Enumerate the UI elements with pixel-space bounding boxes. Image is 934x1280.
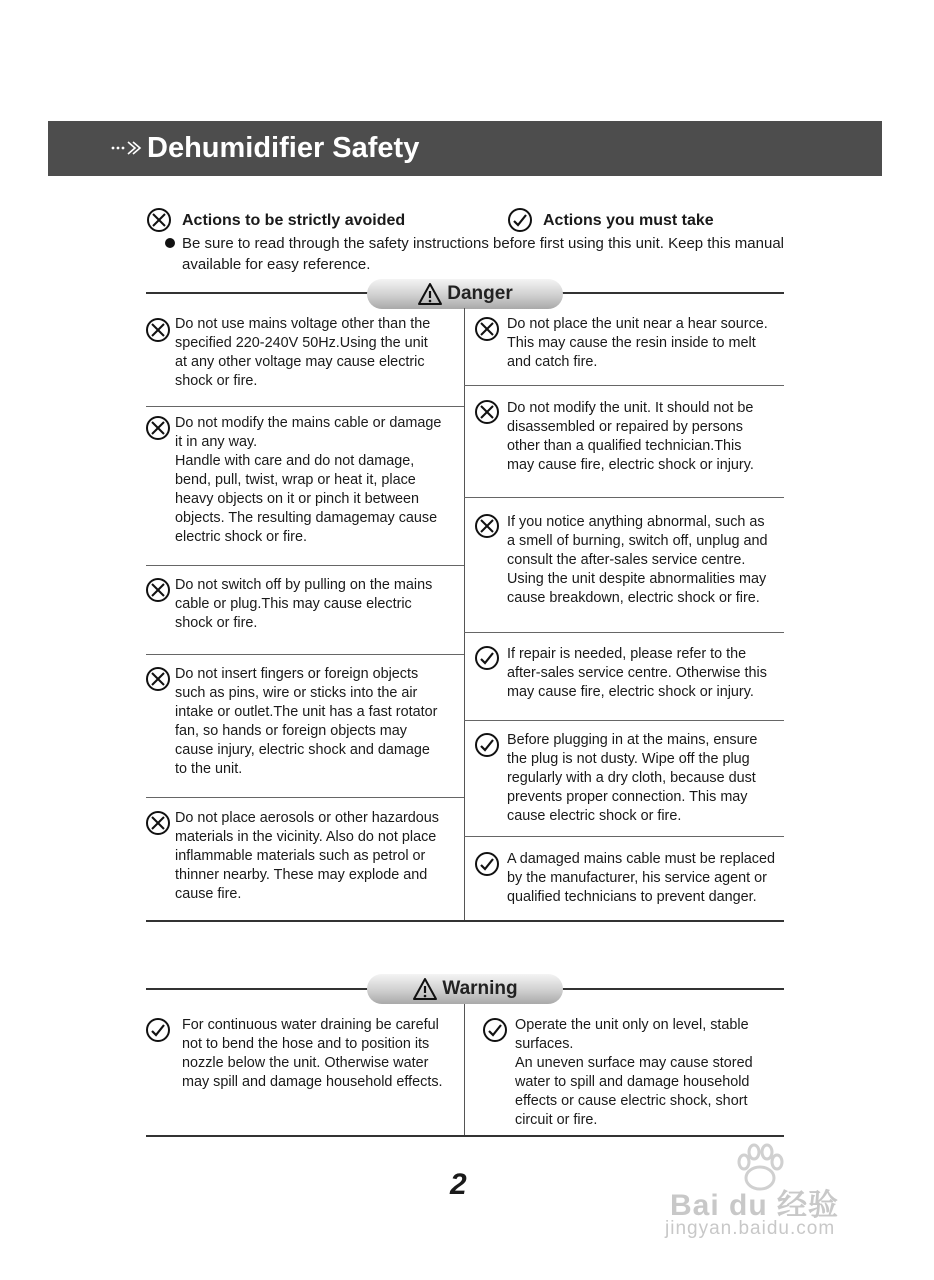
required-check-icon xyxy=(474,851,500,877)
divider xyxy=(146,565,464,566)
prohibited-icon xyxy=(474,399,500,425)
legend-must-label: Actions you must take xyxy=(543,212,714,229)
prohibited-icon xyxy=(146,207,172,233)
divider xyxy=(146,654,464,655)
page-title: Dehumidifier Safety xyxy=(147,132,420,164)
prohibited-icon xyxy=(474,513,500,539)
prohibited-icon xyxy=(145,415,171,441)
danger-bottom-rule xyxy=(146,920,784,922)
warning-triangle-icon xyxy=(417,282,443,306)
danger-badge xyxy=(367,279,563,309)
required-check-icon xyxy=(474,645,500,671)
prohibited-icon xyxy=(474,316,500,342)
danger-right-item-4: If repair is needed, please refer to the after-sales service centre. Otherwise this may cause fire, electric shock or injury. xyxy=(507,646,767,700)
warning-left-item: For continuous water draining be careful not to bend the hose and to position its nozzle below the unit. Otherwise water may spill and damage household effects. xyxy=(182,1017,443,1090)
divider xyxy=(464,497,784,498)
divider xyxy=(464,836,784,837)
warning-right-item: Operate the unit only on level, stable surfaces. An uneven surface may cause stored water to spill and damage household effects or cause electric shock, short circuit or fire. xyxy=(515,1017,753,1128)
warning-label: Warning xyxy=(442,978,518,999)
danger-right-item-5: Before plugging in at the mains, ensure the plug is not dusty. Wipe off the plug regularly with a dry cloth, because dust prevents proper connection. This may cause electric shock or fire. xyxy=(507,732,758,824)
warning-triangle-icon xyxy=(412,977,438,1001)
legend-avoid-label: Actions to be strictly avoided xyxy=(182,212,406,229)
page-number: 2 xyxy=(450,1168,467,1201)
danger-right-item-2: Do not modify the unit. It should not be disassembled or repaired by persons other than a qualified technician.This may cause fire, electric shock or injury. xyxy=(507,400,754,473)
danger-right-item-6: A damaged mains cable must be replaced by the manufacturer, his service agent or qualified technicians to prevent danger. xyxy=(507,851,775,905)
prohibited-icon xyxy=(145,317,171,343)
divider xyxy=(146,406,464,407)
danger-right-item-3: If you notice anything abnormal, such as a smell of burning, switch off, unplug and consult the after-sales service centre. Using the unit despite abnormalities may cause breakdown, electric shock or fire. xyxy=(507,514,768,606)
danger-left-item-3: Do not switch off by pulling on the mains cable or plug.This may cause electric shock or fire. xyxy=(175,577,433,631)
watermark-url: jingyan.baidu.com xyxy=(665,1218,836,1239)
divider xyxy=(146,797,464,798)
warning-badge xyxy=(367,974,563,1004)
prohibited-icon xyxy=(145,810,171,836)
required-check-icon xyxy=(474,732,500,758)
danger-left-item-2: Do not modify the mains cable or damage it in any way. Handle with care and do not damage, bend, pull, twist, wrap or heat it, place heavy objects on it or pinch it between objects. The resulting damagemay cause electric shock or fire. xyxy=(175,415,442,545)
danger-left-item-1: Do not use mains voltage other than the specified 220-240V 50Hz.Using the unit at any other voltage may cause electric shock or fire. xyxy=(175,316,431,389)
divider xyxy=(464,385,784,386)
arrow-icon xyxy=(110,137,144,159)
divider xyxy=(464,632,784,633)
danger-left-item-4: Do not insert fingers or foreign objects such as pins, wire or sticks into the air intake or outlet.The unit has a fast rotator fan, so hands or foreign objects may cause injury, electric shock and damage to the unit. xyxy=(175,666,438,777)
danger-left-item-5: Do not place aerosols or other hazardous materials in the vicinity. Also do not place inflammable materials such as petrol or thinner nearby. These may explode and cause fire. xyxy=(175,810,439,902)
prohibited-icon xyxy=(145,666,171,692)
divider xyxy=(464,720,784,721)
danger-right-item-1: Do not place the unit near a hear source. This may cause the resin inside to melt and catch fire. xyxy=(507,316,768,370)
danger-label: Danger xyxy=(447,283,513,304)
watermark-brand: Bai du 经验 xyxy=(670,1189,840,1222)
bullet-dot xyxy=(165,238,175,248)
required-check-icon xyxy=(145,1017,171,1043)
intro-text: Be sure to read through the safety instructions before first using this unit. Keep this manual available for easy reference. xyxy=(182,235,784,273)
prohibited-icon xyxy=(145,577,171,603)
required-check-icon xyxy=(482,1017,508,1043)
warning-bottom-rule xyxy=(146,1135,784,1137)
required-check-icon xyxy=(507,207,533,233)
